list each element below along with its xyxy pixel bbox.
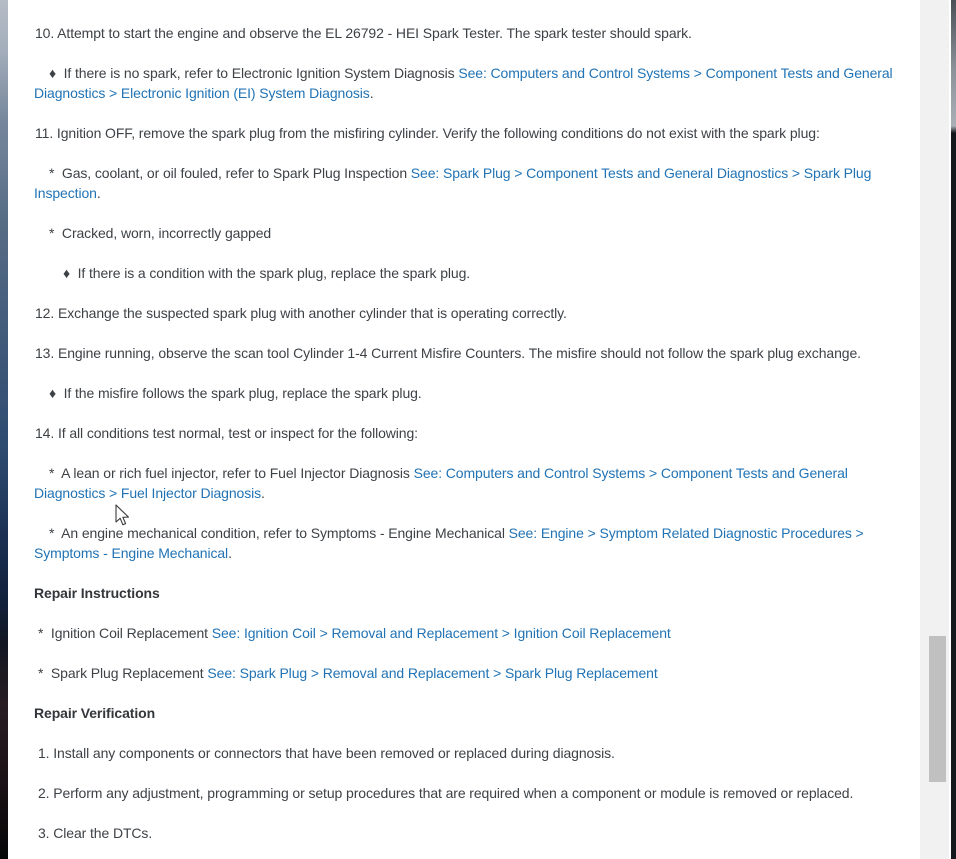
heading-repair-verification: [34, 703, 911, 723]
bullet-text-end: .: [228, 545, 232, 561]
step-text: 13. Engine running, observe the scan tool Cylinder 1-4 Current Misfire Counters. The misfire should not follow the spark plug exchange.: [35, 345, 861, 361]
bullet-replace-spark-plug: [34, 263, 911, 283]
bullet-text: ♦ If there is a condition with the spark plug, replace the spark plug.: [63, 265, 471, 281]
bullet-text-end: .: [261, 485, 265, 501]
bullet-cracked-worn: [34, 223, 911, 243]
bullet-spark-plug-replacement: [34, 663, 911, 683]
step-14: [34, 423, 911, 443]
bullet-text: * Spark Plug Replacement: [38, 665, 208, 681]
desktop-background-strip: [0, 0, 8, 859]
step-13: [34, 343, 911, 363]
step-text: 12. Exchange the suspected spark plug with another cylinder that is operating correctly.: [35, 305, 567, 321]
link-symptoms-engine-mechanical[interactable]: See: Engine > Symptom Related Diagnostic Procedures > Symptoms - Engine Mechanical: [34, 525, 868, 561]
bullet-gas-coolant-fouled: [34, 163, 911, 203]
bullet-text: * A lean or rich fuel injector, refer to Fuel Injector Diagnosis: [49, 465, 414, 481]
step-2-perform: [34, 783, 911, 803]
link-spark-plug-inspection[interactable]: See: Spark Plug > Component Tests and General Diagnostics > Spark Plug Inspection: [34, 165, 876, 201]
step-11: [34, 123, 911, 143]
bullet-text-end: .: [369, 85, 374, 101]
bullet-no-spark: [34, 63, 911, 103]
bullet-engine-mechanical: [34, 523, 911, 563]
link-ignition-coil-replacement[interactable]: See: Ignition Coil > Removal and Replacement > Ignition Coil Replacement: [211, 625, 671, 641]
heading-text: Repair Verification: [34, 705, 156, 721]
step-text: 3. Clear the DTCs.: [38, 825, 153, 841]
bullet-text-end: .: [96, 185, 101, 201]
bullet-text: * Gas, coolant, or oil fouled, refer to Spark Plug Inspection: [49, 165, 411, 181]
bullet-text: * Ignition Coil Replacement: [38, 625, 212, 641]
link-fuel-injector-diagnosis[interactable]: See: Computers and Control Systems > Component Tests and General Diagnostics > Fuel Injector Diagnosis: [34, 465, 852, 501]
bullet-text: ♦ If there is no spark, refer to Electronic Ignition System Diagnosis: [49, 65, 459, 81]
bullet-text: * Cracked, worn, incorrectly gapped: [49, 225, 272, 241]
link-electronic-ignition-system-diagnosis[interactable]: See: Computers and Control Systems > Component Tests and General Diagnostics > Electronic Ignition (EI) System Diagnosis: [34, 65, 897, 101]
step-3-clear-dtcs: [34, 823, 911, 843]
step-12: [34, 303, 911, 323]
bullet-ignition-coil-replacement: [34, 623, 911, 643]
scrollbar-thumb[interactable]: [929, 636, 946, 782]
step-10: [34, 23, 911, 43]
heading-text: Repair Instructions: [34, 585, 160, 601]
heading-repair-instructions: [34, 583, 911, 603]
step-text: 14. If all conditions test normal, test or inspect for the following:: [35, 425, 418, 441]
step-text: 2. Perform any adjustment, programming or setup procedures that are required when a component or module is removed or replaced.: [38, 785, 854, 801]
step-1-install: [34, 743, 911, 763]
window-edge-right: [951, 0, 956, 859]
link-spark-plug-replacement[interactable]: See: Spark Plug > Removal and Replacement > Spark Plug Replacement: [207, 665, 658, 681]
bullet-fuel-injector: [34, 463, 911, 503]
step-text: 11. Ignition OFF, remove the spark plug from the misfiring cylinder. Verify the following conditions do not exist with the spark plug:: [35, 125, 820, 141]
bullet-text: ♦ If the misfire follows the spark plug, replace the spark plug.: [49, 385, 422, 401]
bullet-misfire-follows: [34, 383, 911, 403]
service-manual-document: [8, 0, 920, 859]
step-text: 1. Install any components or connectors that have been removed or replaced during diagnosis.: [38, 745, 615, 761]
bullet-text: * An engine mechanical condition, refer to Symptoms - Engine Mechanical: [49, 525, 509, 541]
step-text: 10. Attempt to start the engine and observe the EL 26792 - HEI Spark Tester. The spark tester should spark.: [35, 25, 692, 41]
